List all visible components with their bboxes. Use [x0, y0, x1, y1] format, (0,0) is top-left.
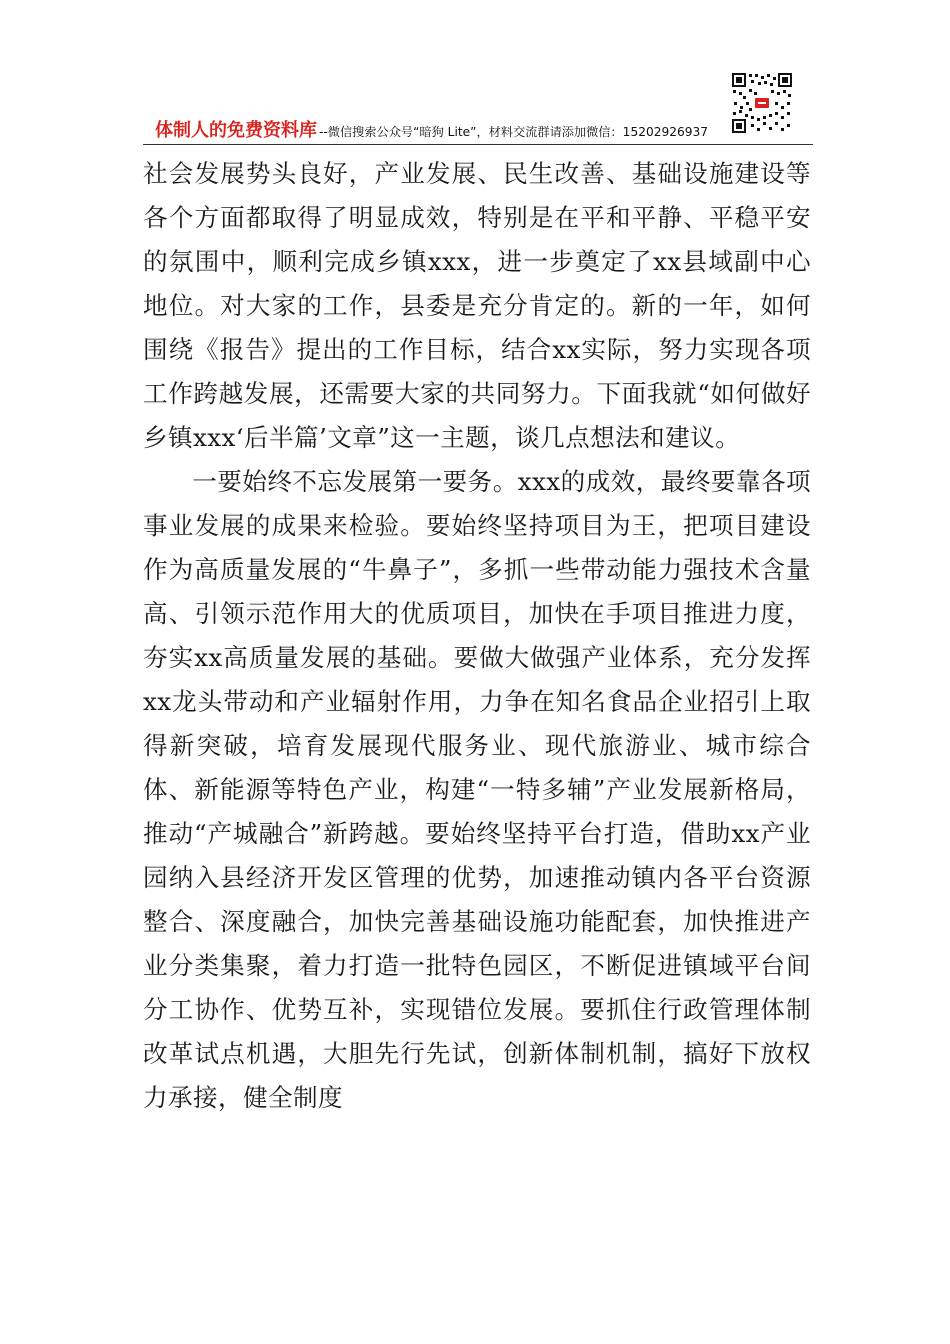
header-divider [143, 144, 813, 145]
paragraph-continuation: 社会发展势头良好，产业发展、民生改善、基础设施建设等各个方面都取得了明显成效，特别是在平和平静、平稳平安的氛围中，顺利完成乡镇xxx，进一步奠定了xx县域副中心地位。对大家的工作，县委是充分肯定的。新的一年，如何围绕《报告》提出的工作目标，结合xx实际，努力实现各项工作跨越发展，还需要大家的共同努力。下面我就“如何做好乡镇xxx‘后半篇’文章”这一主题，谈几点想法和建议。 [143, 159, 811, 452]
header-title: 体制人的免费资料库 [155, 120, 317, 141]
document-body [143, 152, 811, 1120]
page-header [143, 118, 813, 146]
header-note: --微信搜索公众号“暗狗 Lite”，材料交流群请添加微信：15202926937 [319, 125, 708, 139]
paragraph-development: 一要始终不忘发展第一要务。xxx的成效，最终要靠各项事业发展的成果来检验。要始终坚持项目为王，把项目建设作为高质量发展的“牛鼻子”，多抓一些带动能力强技术含量高、引领示范作用大的优质项目，加快在手项目推进力度，夯实xx高质量发展的基础。要做大做强产业体系，充分发挥xx龙头带动和产业辐射作用，力争在知名食品企业招引上取得新突破，培育发展现代服务业、现代旅游业、城市综合体、新能源等特色产业，构建“一特多辅”产业发展新格局，推动“产城融合”新跨越。要始终坚持平台打造，借助xx产业园纳入县经济开发区管理的优势，加速推动镇内各平台资源整合、深度融合，加快完善基础设施功能配套，加快推进产业分类集聚，着力打造一批特色园区，不断促进镇域平台间分工协作、优势互补，实现错位发展。要抓住行政管理体制改革试点机遇，大胆先行先试，创新体制机制，搞好下放权力承接，健全制度 [143, 467, 811, 1112]
